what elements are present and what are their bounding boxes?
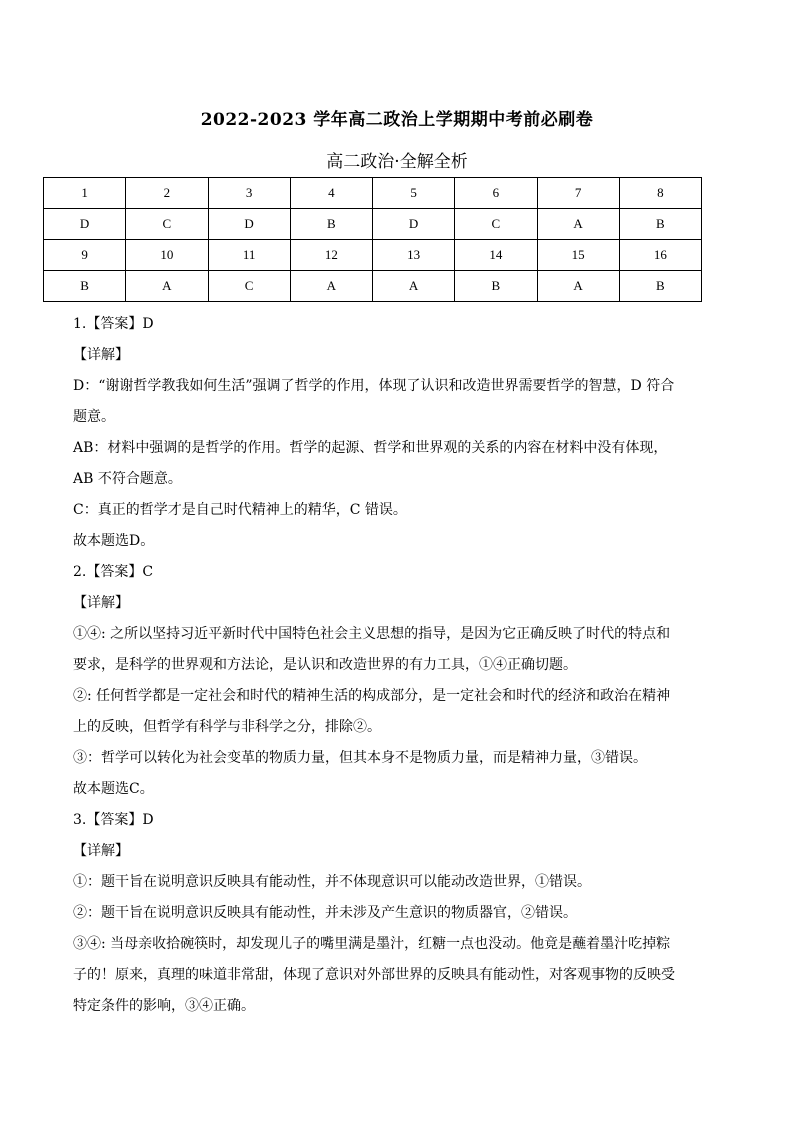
table-cell: 10 bbox=[126, 240, 208, 271]
table-cell: A bbox=[373, 271, 455, 302]
table-cell: C bbox=[455, 209, 537, 240]
table-cell: 12 bbox=[290, 240, 372, 271]
table-cell: B bbox=[455, 271, 537, 302]
table-cell: 13 bbox=[373, 240, 455, 271]
explanation-heading: 【详解】 bbox=[73, 843, 129, 859]
table-row bbox=[44, 178, 702, 209]
explanation-body bbox=[73, 309, 693, 1022]
explanation-line: AB 不符合题意。 bbox=[73, 471, 182, 487]
table-cell: 9 bbox=[44, 240, 126, 271]
explanation-line: D：“谢谢哲学教我如何生活”强调了哲学的作用，体现了认识和改造世界需要哲学的智慧，D 符合 bbox=[73, 378, 675, 394]
explanation-line: ③：哲学可以转化为社会变革的物质力量，但其本身不是物质力量，而是精神力量，③错误。 bbox=[73, 750, 647, 766]
explanation-line: 题意。 bbox=[73, 409, 115, 425]
explanation-line: 子的！原来，真理的味道非常甜，体现了意识对外部世界的反映具有能动性，对客观事物的反映受 bbox=[73, 967, 675, 983]
explanation-line: ③④: 当母亲收拾碗筷时，却发现儿子的嘴里满是墨汁，红糖一点也没动。他竟是蘸着墨汁吃掉粽 bbox=[73, 936, 671, 952]
answer-heading: 3.【答案】D bbox=[73, 812, 154, 828]
table-cell: D bbox=[44, 209, 126, 240]
table-cell: A bbox=[537, 271, 619, 302]
table-cell: A bbox=[290, 271, 372, 302]
table-cell: B bbox=[44, 271, 126, 302]
answer-table bbox=[43, 177, 702, 302]
table-cell: D bbox=[208, 209, 290, 240]
table-cell: 14 bbox=[455, 240, 537, 271]
table-row bbox=[44, 271, 702, 302]
explanation-line: AB：材料中强调的是哲学的作用。哲学的起源、哲学和世界观的关系的内容在材料中没有体现， bbox=[73, 440, 668, 456]
explanation-line: ①：题干旨在说明意识反映具有能动性，并不体现意识可以能动改造世界，①错误。 bbox=[73, 874, 591, 890]
table-cell: 5 bbox=[373, 178, 455, 209]
explanation-line: ①④: 之所以坚持习近平新时代中国特色社会主义思想的指导，是因为它正确反映了时代的特点和 bbox=[73, 626, 671, 642]
table-row bbox=[44, 209, 702, 240]
conclusion-line: 故本题选C。 bbox=[73, 781, 154, 797]
table-cell: 1 bbox=[44, 178, 126, 209]
document-subtitle: 高二政治·全解全析 bbox=[326, 152, 468, 172]
table-cell: A bbox=[126, 271, 208, 302]
table-cell: 6 bbox=[455, 178, 537, 209]
table-cell: B bbox=[290, 209, 372, 240]
table-row bbox=[44, 240, 702, 271]
table-cell: A bbox=[537, 209, 619, 240]
explanation-line: 上的反映，但哲学有科学与非科学之分，排除②。 bbox=[73, 719, 381, 735]
table-cell: 3 bbox=[208, 178, 290, 209]
table-cell: 2 bbox=[126, 178, 208, 209]
answer-heading: 2.【答案】C bbox=[73, 564, 154, 580]
explanation-line: ②: 任何哲学都是一定社会和时代的精神生活的构成部分，是一定社会和时代的经济和政治在精神 bbox=[73, 688, 671, 704]
table-cell: C bbox=[208, 271, 290, 302]
table-cell: D bbox=[373, 209, 455, 240]
table-cell: 16 bbox=[619, 240, 701, 271]
table-cell: C bbox=[126, 209, 208, 240]
explanation-heading: 【详解】 bbox=[73, 347, 129, 363]
conclusion-line: 故本题选D。 bbox=[73, 533, 155, 549]
table-cell: 7 bbox=[537, 178, 619, 209]
explanation-heading: 【详解】 bbox=[73, 595, 129, 611]
document-title: 2022-2023 学年高二政治上学期期中考前必刷卷 bbox=[200, 110, 594, 130]
answer-heading: 1.【答案】D bbox=[73, 316, 154, 332]
explanation-line: 要求，是科学的世界观和方法论，是认识和改造世界的有力工具，①④正确切题。 bbox=[73, 657, 577, 673]
table-cell: 15 bbox=[537, 240, 619, 271]
table-cell: B bbox=[619, 271, 701, 302]
explanation-line: 特定条件的影响，③④正确。 bbox=[73, 998, 255, 1014]
table-cell: 4 bbox=[290, 178, 372, 209]
explanation-line: C：真正的哲学才是自己时代精神上的精华，C 错误。 bbox=[73, 502, 407, 518]
explanation-line: ②：题干旨在说明意识反映具有能动性，并未涉及产生意识的物质器官，②错误。 bbox=[73, 905, 577, 921]
table-cell: 8 bbox=[619, 178, 701, 209]
table-cell: B bbox=[619, 209, 701, 240]
table-cell: 11 bbox=[208, 240, 290, 271]
